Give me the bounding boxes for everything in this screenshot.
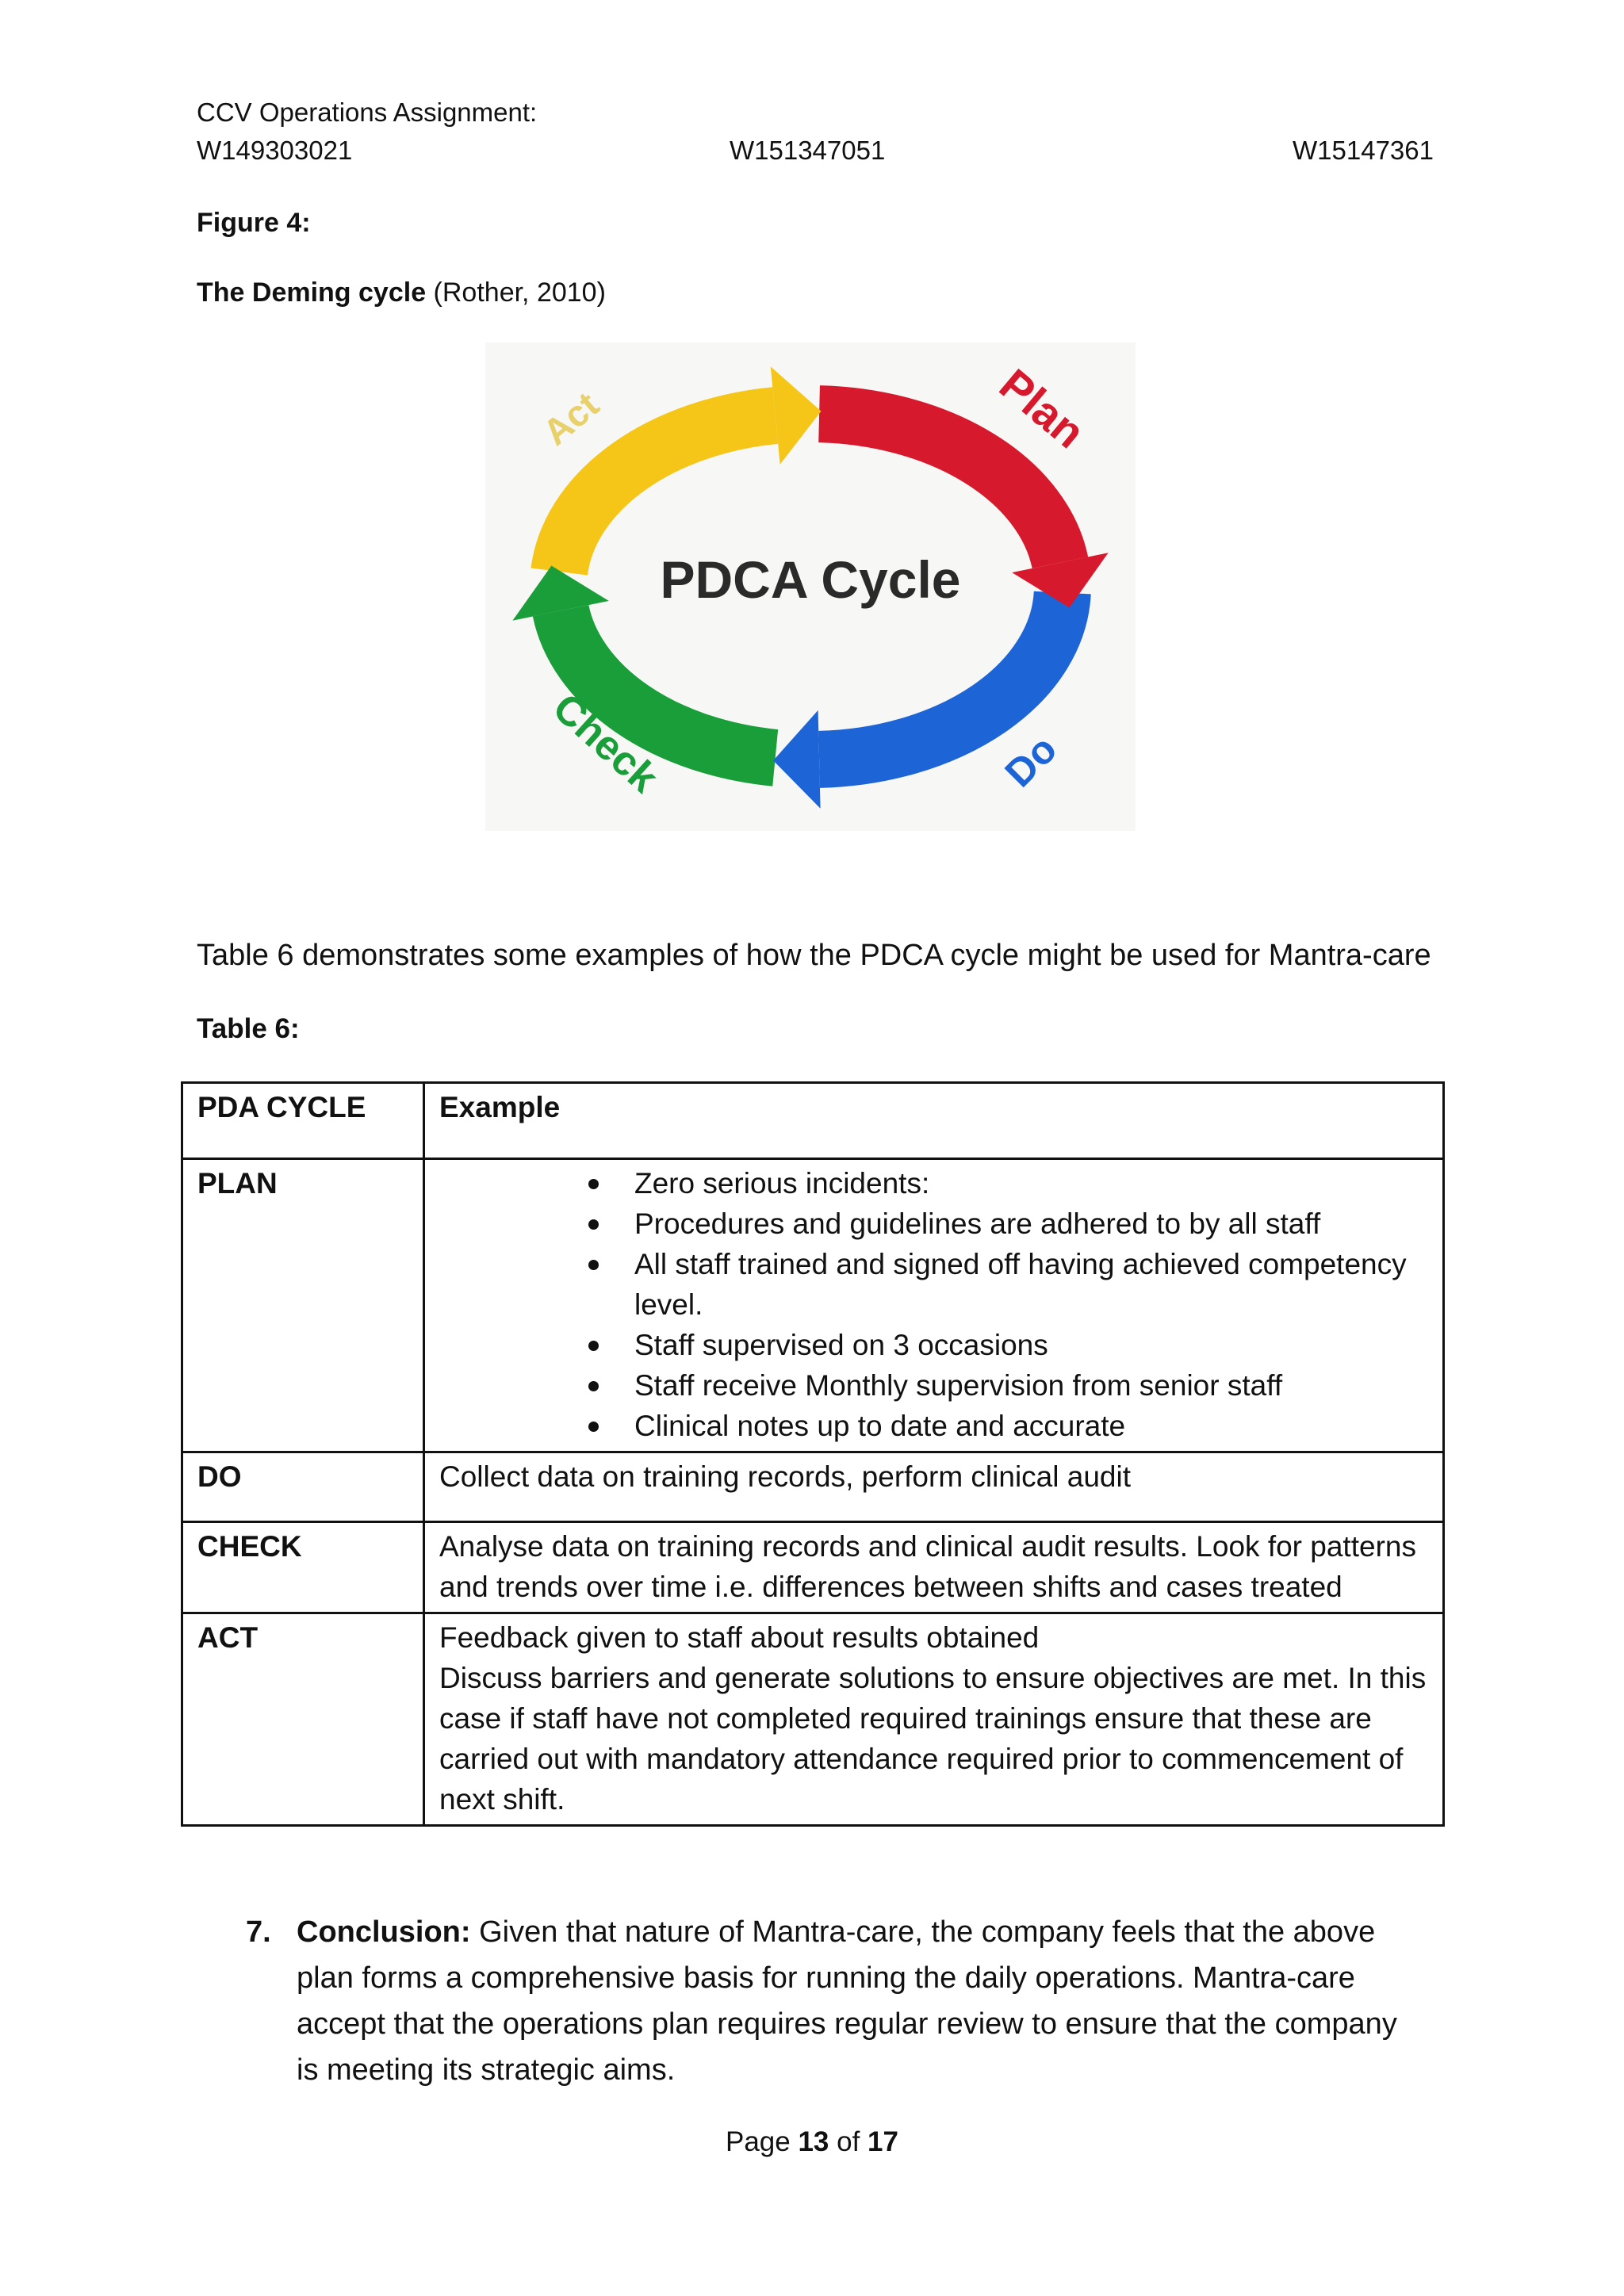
footer-current-page: 13 (798, 2126, 829, 2157)
figure-caption (197, 277, 606, 308)
table-header-cycle: PDA CYCLE (182, 1083, 424, 1159)
act-discussion-text: Discuss barriers and generate solutions to ensure objectives are met. In this case if staff have not completed required trainings ensure that these are carried out with mandatory attendance required prior to commencement of next shift. (439, 1662, 1427, 1816)
footer-of: of (829, 2126, 868, 2157)
header-title: CCV Operations Assignment: (197, 98, 538, 127)
header-id-1: W149303021 (197, 136, 353, 165)
segment-label-act: Act (534, 384, 607, 453)
segment-label-check: Check (543, 684, 667, 802)
page-header (197, 94, 1434, 170)
list-item: Procedures and guidelines are adhered to by all staff (439, 1203, 1428, 1244)
segment-label-do: Do (996, 726, 1066, 796)
header-id-3: W15147361 (1293, 136, 1434, 165)
conclusion-section (246, 1909, 1419, 2093)
pdca-cycle-diagram (485, 342, 1136, 831)
row-label-do: DO (182, 1452, 424, 1522)
list-item: Staff receive Monthly supervision from senior staff (439, 1365, 1428, 1406)
list-item: Staff supervised on 3 occasions (439, 1325, 1428, 1365)
table-row-check (182, 1522, 1444, 1613)
row-content-plan (424, 1159, 1444, 1452)
row-label-plan: PLAN (182, 1159, 424, 1452)
segment-label-plan: Plan (990, 358, 1095, 458)
header-id-row (197, 132, 1434, 170)
row-content-check: Analyse data on training records and clinical audit results. Look for patterns and trends over time i.e. differences between shifts and cases treated (424, 1522, 1444, 1613)
table-row-do (182, 1452, 1444, 1522)
act-feedback-line: Feedback given to staff about results obtained (439, 1621, 1040, 1654)
figure-caption-citation: (Rother, 2010) (426, 277, 606, 308)
footer-prefix: Page (726, 2126, 799, 2157)
table-row-plan (182, 1159, 1444, 1452)
footer-total-pages: 17 (868, 2126, 898, 2157)
row-label-check: CHECK (182, 1522, 424, 1613)
conclusion-body (297, 1909, 1419, 2093)
cycle-center-label: PDCA Cycle (660, 550, 961, 609)
table-header-row (182, 1083, 1444, 1159)
conclusion-heading: Conclusion: (297, 1915, 471, 1949)
list-item: Zero serious incidents: (439, 1163, 1428, 1203)
conclusion-text: Given that nature of Mantra-care, the company feels that the above plan forms a comprehensive basis for running the daily operations. Mantra-care accept that the operations plan requires regular review to ensure that the company is meeting its strategic aims. (297, 1915, 1397, 2087)
pdca-table (181, 1081, 1445, 1827)
row-content-do: Collect data on training records, perform clinical audit (424, 1452, 1444, 1522)
page-footer (0, 2126, 1624, 2158)
table-label: Table 6: (197, 1013, 300, 1044)
row-label-act: ACT (182, 1613, 424, 1826)
table-intro-text: Table 6 demonstrates some examples of how the PDCA cycle might be used for Mantra-care (197, 939, 1431, 972)
figure-caption-bold: The Deming cycle (197, 277, 427, 308)
table-header-example: Example (424, 1083, 1444, 1159)
row-content-act (424, 1613, 1444, 1826)
plan-bullet-list (439, 1163, 1428, 1446)
pdca-cycle-figure (485, 342, 1136, 831)
table-row-act (182, 1613, 1444, 1826)
header-id-2: W151347051 (730, 136, 886, 165)
figure-label: Figure 4: (197, 208, 311, 238)
list-item: All staff trained and signed off having achieved competency level. (439, 1244, 1428, 1325)
conclusion-number: 7. (246, 1915, 271, 1949)
list-item: Clinical notes up to date and accurate (439, 1406, 1428, 1446)
